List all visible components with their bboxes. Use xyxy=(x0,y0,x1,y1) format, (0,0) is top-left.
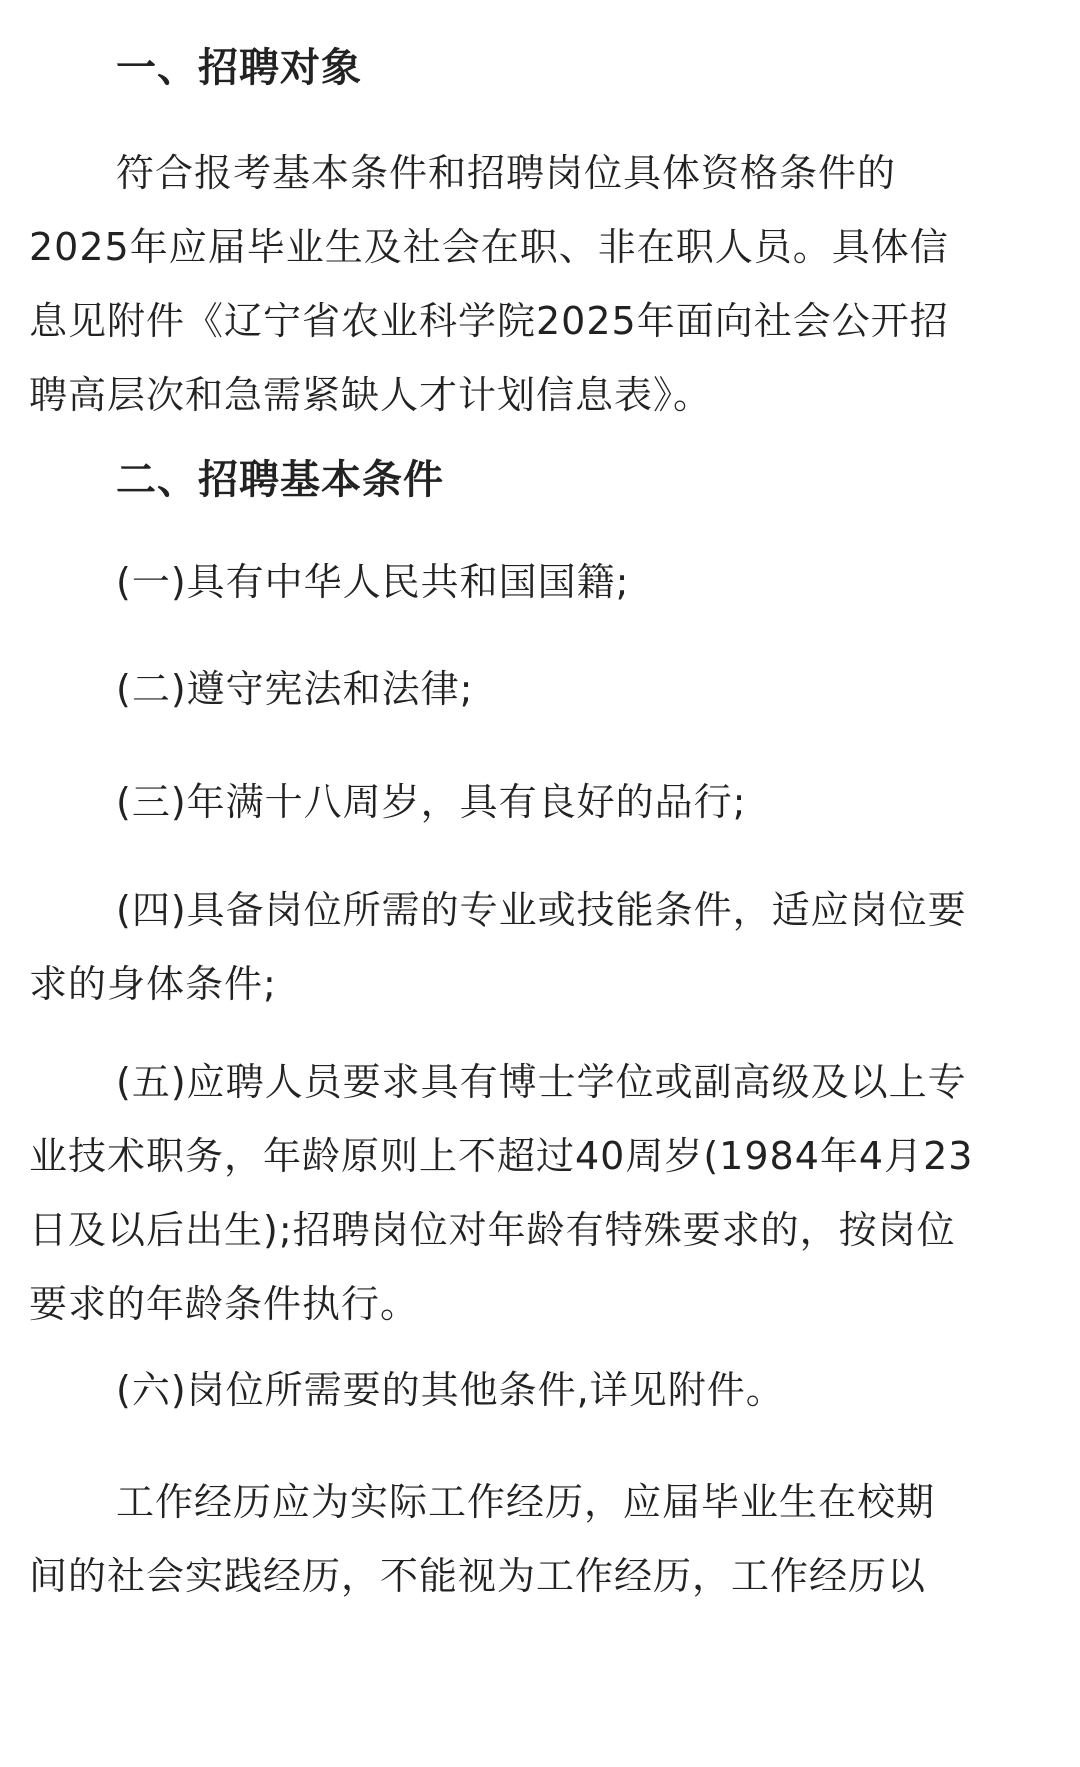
paragraph-recruitment-targets xyxy=(29,136,1059,432)
text-line: 要求的年龄条件执行。 xyxy=(29,1282,420,1326)
text-line: (四)具备岗位所需的专业或技能条件，适应岗位要 xyxy=(116,888,967,932)
text-line: (二)遵守宪法和法律; xyxy=(116,667,474,711)
section-heading-basic-conditions: 二、招聘基本条件 xyxy=(116,457,444,503)
condition-item-5 xyxy=(29,1045,1059,1341)
paragraph-work-experience xyxy=(29,1465,1059,1613)
condition-item-3 xyxy=(29,765,1059,839)
condition-item-6 xyxy=(29,1353,1059,1427)
text-line: (一)具有中华人民共和国国籍; xyxy=(116,560,630,604)
text-line: 符合报考基本条件和招聘岗位具体资格条件的 xyxy=(116,151,897,195)
text-line: 日及以后出生);招聘岗位对年龄有特殊要求的，按岗位 xyxy=(29,1208,956,1252)
condition-item-1 xyxy=(29,545,1059,619)
text-line: (六)岗位所需要的其他条件,详见附件。 xyxy=(116,1368,785,1412)
text-line: 工作经历应为实际工作经历，应届毕业生在校期 xyxy=(116,1480,936,1524)
section-heading-recruitment-targets: 一、招聘对象 xyxy=(116,45,362,91)
text-line: 业技术职务，年龄原则上不超过40周岁(1984年4月23 xyxy=(29,1134,974,1178)
text-line: 求的身体条件; xyxy=(29,962,277,1006)
text-line: 聘高层次和急需紧缺人才计划信息表》。 xyxy=(29,373,713,417)
condition-item-4 xyxy=(29,873,1059,1021)
condition-item-2 xyxy=(29,652,1059,726)
text-line: (五)应聘人员要求具有博士学位或副高级及以上专 xyxy=(116,1060,967,1104)
text-line: (三)年满十八周岁，具有良好的品行; xyxy=(116,780,747,824)
text-line: 2025年应届毕业生及社会在职、非在职人员。具体信 xyxy=(29,225,949,269)
text-line: 间的社会实践经历，不能视为工作经历，工作经历以 xyxy=(29,1554,927,1598)
text-line: 息见附件《辽宁省农业科学院2025年面向社会公开招 xyxy=(29,299,949,343)
